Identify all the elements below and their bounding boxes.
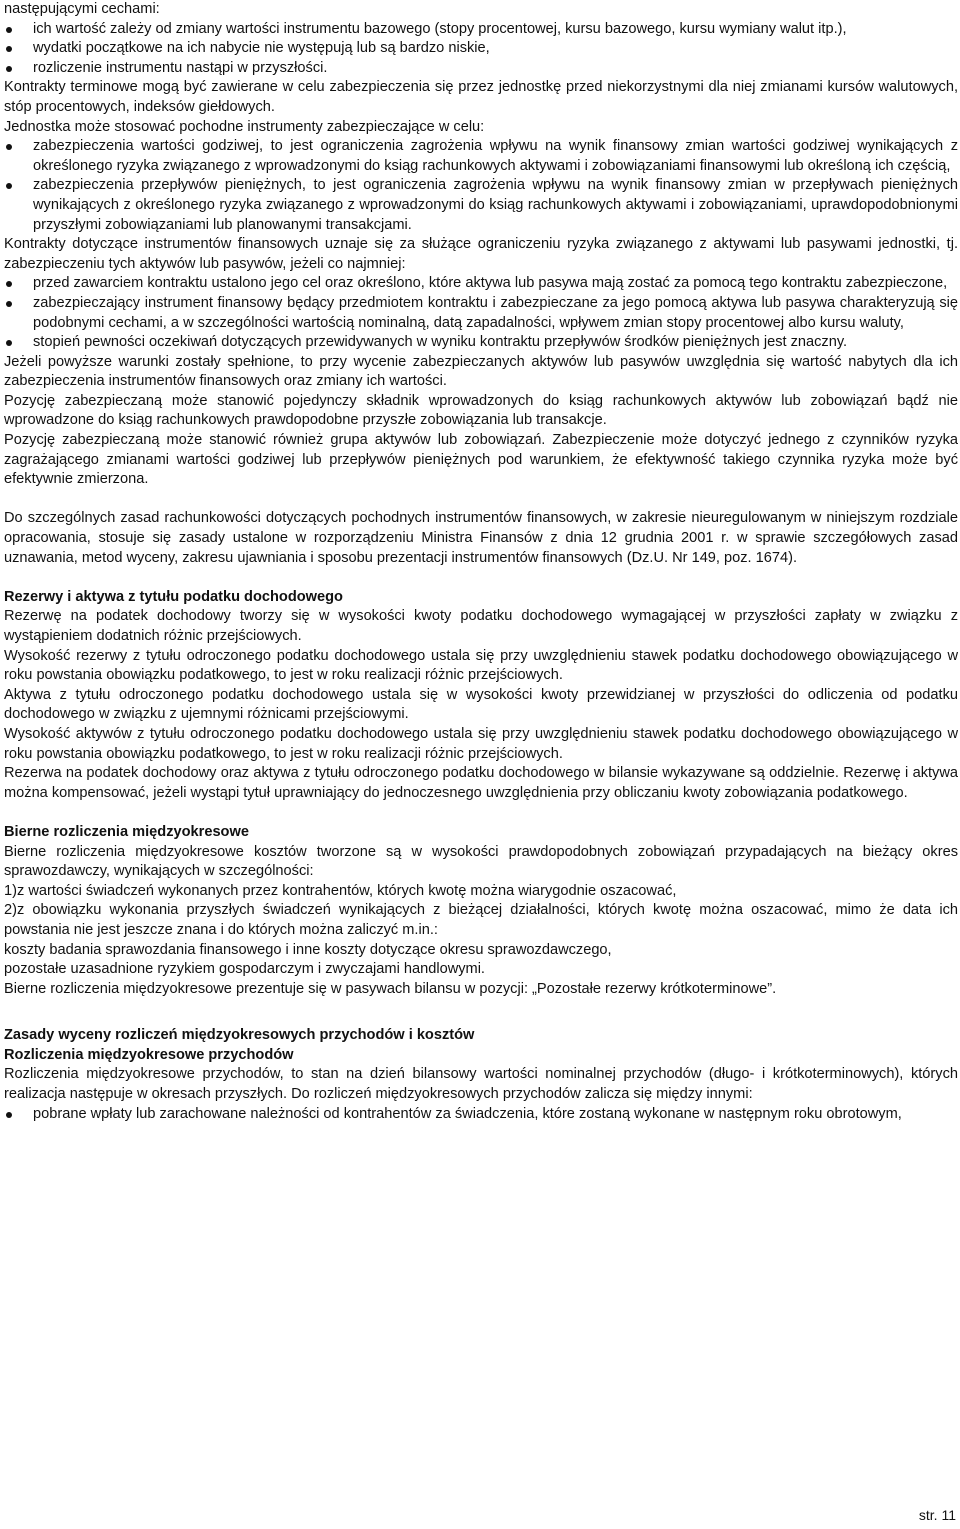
paragraph-reserves-5: Rezerwa na podatek dochodowy oraz aktywa z tytułu odroczonego podatku dochodowego w bilansie wykazywane są oddzielnie. Rezerwę i aktywa można kompensować, jeżeli wystąpi tytuł uprawniający do jednoczesnego uwzględnienia przy obliczaniu kwoty zobowiązania podatkowego. (4, 765, 958, 801)
paragraph-contracts: Kontrakty dotyczące instrumentów finansowych uznaje się za służące ograniczeniu ryzyka związanego z aktywami lub pasywami jednostki, tj. zabezpieczeniu tych aktywów lub pasywów, jeżeli co najmniej: (4, 236, 958, 272)
paragraph-accruals-6: Bierne rozliczenia międzyokresowe prezentuje się w pasywach bilansu w pozycji: „Pozostałe rezerwy krótkoterminowe”. (4, 980, 777, 997)
page-number: str. 11 (918, 1507, 956, 1523)
paragraph-revenue-1: Rozliczenia międzyokresowe przychodów, to stan na dzień bilansowy wartości nominalnej przychodów (długo- i krótkoterminowych), których realizacja następuje w okresach przyszłych. Do rozliczeń międzyokresowych przychodów zalicza się między innymi: (4, 1066, 958, 1103)
section-heading-accruals: Bierne rozliczenia międzyokresowe (4, 823, 249, 840)
list-item: pobrane wpłaty lub zarachowane należności od kontrahentów za świadczenia, które zostaną wykonane w następnym roku obrotowym, (4, 1105, 958, 1125)
paragraph-forward-contracts: Kontrakty terminowe mogą być zawierane w celu zabezpieczenia się przez jednostkę przed niekorzystnymi dla niej zmianami kursów walutowych, stóp procentowych, indeksów giełdowych. (4, 79, 958, 115)
section-heading-principles: Zasady wyceny rozliczeń międzyokresowych przychodów i kosztów (4, 1027, 475, 1044)
revenue-list (4, 1105, 958, 1125)
paragraph-reserves-3: Aktywa z tytułu odroczonego podatku dochodowego ustala się w wysokości kwoty przewidzianej w przyszłości do odliczenia od podatku dochodowego w związku z ujemnymi różnicami przejściowymi. (4, 686, 958, 723)
paragraph-hedged-position-2: Pozycję zabezpieczaną może stanowić również grupa aktywów lub zobowiązań. Zabezpieczenie może dotyczyć jednego z czynników ryzyka zagrażającego zmianami wartości godziwej lub przepływów pieniężnych pod warunkiem, że efektywność takiego czynnika ryzyka może być efektywnie zmierzona. (4, 432, 958, 488)
paragraph-accruals-5: pozostałe uzasadnione ryzykiem gospodarczym i zwyczajami handlowymi. (4, 961, 485, 978)
section-heading-revenue: Rozliczenia międzyokresowe przychodów (4, 1046, 294, 1063)
section-heading-reserves: Rezerwy i aktywa z tytułu podatku dochodowego (4, 588, 343, 605)
list-item: stopień pewności oczekiwań dotyczących przewidywanych w wyniku kontraktu przepływów środków pieniężnych jest znaczny. (4, 333, 958, 353)
list-item: rozliczenie instrumentu nastąpi w przyszłości. (4, 59, 958, 79)
paragraph-accruals-1: Bierne rozliczenia międzyokresowe kosztów tworzone są w wysokości prawdopodobnych zobowiązań przypadających na bieżący okres sprawozdawczy, wynikających w szczególności: (4, 843, 958, 880)
conditions-list (4, 274, 958, 352)
list-item: zabezpieczający instrument finansowy będący przedmiotem kontraktu i zabezpieczane za jego pomocą aktywa lub pasywa charakteryzują się podobnymi cechami, a w szczególności wartością nominalną, datą zapadalności, wpływem zmian stopy procentowej albo kursu waluty, (4, 294, 958, 333)
spacer (4, 490, 958, 510)
spacer (4, 568, 958, 588)
paragraph-regulation: Do szczególnych zasad rachunkowości dotyczących pochodnych instrumentów finansowych, w zakresie nieuregulowanym w niniejszym rozdziale opracowania, stosuje się zasady ustalone w rozporządzeniu Ministra Finansów z dnia 12 grudnia 2001 r. w sprawie szczegółowych zasad uznawania, metod wyceny, zakresu ujawniania i sposobu prezentacji instrumentów finansowych (Dz.U. Nr 149, poz. 1674). (4, 510, 958, 566)
paragraph-hedged-position-1: Pozycję zabezpieczaną może stanowić pojedynczy składnik wprowadzonych do ksiąg rachunkowych aktywów lub zobowiązań bądź nie wprowadzone do ksiąg rachunkowych prawdopodobne przyszłe zobowiązania lub transakcje. (4, 392, 958, 429)
paragraph-accruals-4: koszty badania sprawozdania finansowego i inne koszty dotyczące okresu sprawozdawczego, (4, 941, 612, 958)
list-item: zabezpieczenia wartości godziwej, to jest ograniczenia zagrożenia wpływu na wynik finansowy zmian wartości godziwej wynikających z określonego ryzyka związanego z wprowadzonymi do ksiąg rachunkowych aktywami i zobowiązaniami finansowymi lub określoną ich częścią, (4, 137, 958, 176)
spacer (4, 803, 958, 823)
paragraph-accruals-3: 2)z obowiązku wykonania przyszłych świadczeń wynikających z bieżącej działalności, których kwotę można oszacować, mimo że data ich powstania nie jest jeszcze znana i do których można zaliczyć m.in.: (4, 902, 958, 938)
paragraph-conditions-met: Jeżeli powyższe warunki zostały spełnione, to przy wycenie zabezpieczanych aktywów lub pasywów uwzględnia się wartość nabytych dla ich zabezpieczenia instrumentów finansowych oraz zmiany ich wartości. (4, 353, 958, 390)
paragraph-reserves-1: Rezerwę na podatek dochodowy tworzy się w wysokości kwoty podatku dochodowego wymagającej w przyszłości zapłaty w związku z wystąpieniem dodatnich różnic przejściowych. (4, 608, 958, 644)
list-item: wydatki początkowe na ich nabycie nie występują lub są bardzo niskie, (4, 39, 958, 59)
list-item: zabezpieczenia przepływów pieniężnych, to jest ograniczenia zagrożenia wpływu na wynik finansowy zmian w przepływach pieniężnych wynikających z określonego ryzyka związanego z wprowadzonymi do ksiąg rachunkowych aktywami i zobowiązaniami, uprawdopodobnionymi przyszłymi zobowiązaniami lub planowanymi transakcjami. (4, 176, 958, 235)
list-item: przed zawarciem kontraktu ustalono jego cel oraz określono, które aktywa lub pasywa mają zostać za pomocą tego kontraktu zabezpieczone, (4, 274, 958, 294)
intro-text: następującymi cechami: (4, 1, 160, 17)
paragraph-accruals-2: 1)z wartości świadczeń wykonanych przez kontrahentów, których kwotę można wiarygodnie oszacować, (4, 882, 677, 899)
features-list (4, 20, 958, 79)
paragraph-hedge-intro: Jednostka może stosować pochodne instrumenty zabezpieczające w celu: (4, 118, 485, 135)
list-item: ich wartość zależy od zmiany wartości instrumentu bazowego (stopy procentowej, kursu bazowego, kursu wymiany walut itp.), (4, 20, 958, 40)
spacer (4, 999, 958, 1026)
paragraph-reserves-4: Wysokość aktywów z tytułu odroczonego podatku dochodowego ustala się przy uwzględnieniu stawek podatku dochodowego obowiązującego w roku powstania obowiązku podatkowego, to jest w roku realizacji różnic przejściowych. (4, 725, 958, 762)
hedge-list (4, 137, 958, 235)
paragraph-reserves-2: Wysokość rezerwy z tytułu odroczonego podatku dochodowego ustala się przy uwzględnieniu stawek podatku dochodowego obowiązującego w roku powstania obowiązku podatkowego, to jest w roku realizacji różnic przejściowych. (4, 647, 958, 684)
